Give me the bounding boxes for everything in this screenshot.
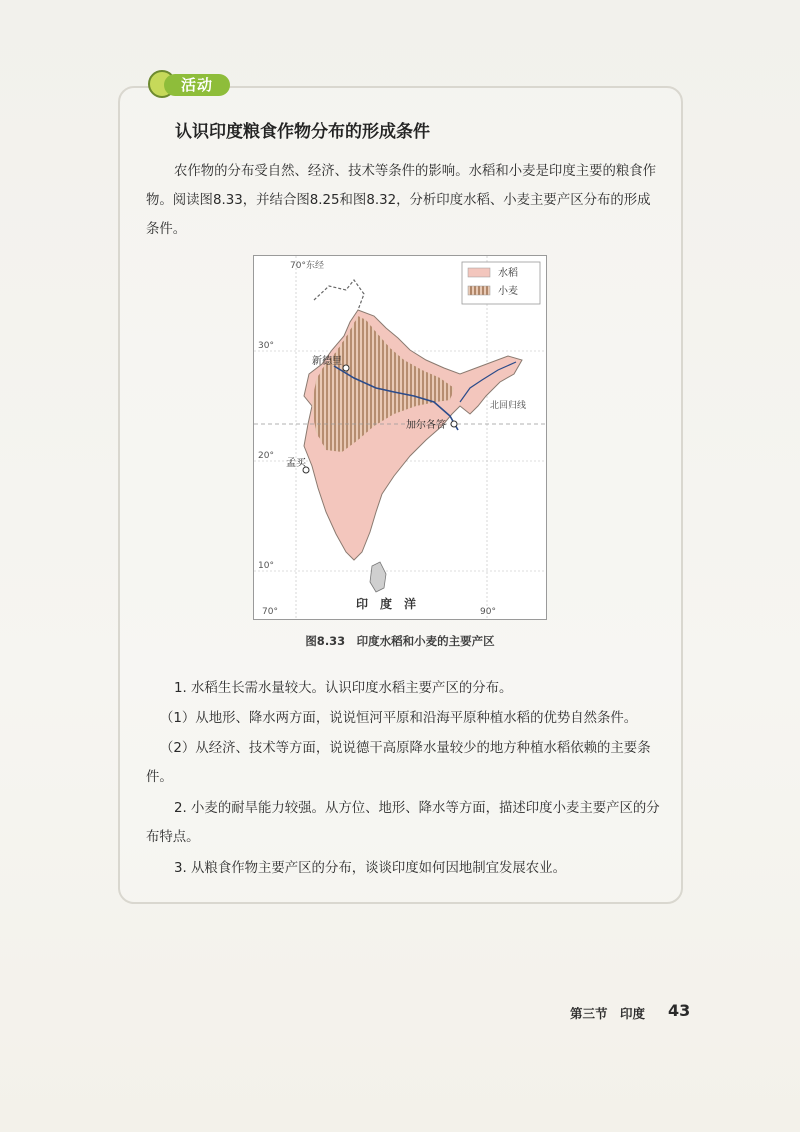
map-svg [254, 256, 545, 618]
question-1: 1. 水稻生长需水量较大。认识印度水稻主要产区的分布。 [174, 681, 513, 696]
lon-label-bottom-70: 70° [262, 607, 278, 617]
page-number: 43 [668, 1001, 691, 1020]
question-3: 3. 从粮食作物主要产区的分布，谈谈印度如何因地制宜发展农业。 [174, 861, 566, 876]
kolkata-label: 加尔各答 [406, 420, 446, 431]
delhi-label: 新德里 [312, 356, 342, 367]
mumbai-label: 孟买 [286, 458, 306, 469]
activity-badge [148, 66, 232, 102]
footer-section-title: 第三节 印度 [570, 1006, 646, 1021]
kolkata-marker [451, 421, 457, 427]
activity-title: 认识印度粮食作物分布的形成条件 [175, 122, 430, 142]
legend-rice-swatch [468, 268, 490, 277]
activity-label: 活动 [164, 74, 230, 96]
lat-label-30: 30° [258, 341, 274, 351]
map-legend [462, 262, 540, 304]
india-crop-map [253, 255, 547, 620]
lon-label-bottom-90: 90° [480, 607, 496, 617]
ocean-label: 印 度 洋 [356, 597, 417, 611]
lat-label-20: 20° [258, 451, 274, 461]
lat-label-10: 10° [258, 561, 274, 571]
intro-paragraph: 农作物的分布受自然、经济、技术等条件的影响。水稻和小麦是印度主要的粮食作物。阅读图8.33，并结合图8.25和图8.32，分析印度水稻、小麦主要产区分布的形成条件。 [146, 164, 657, 237]
tropic-label: 北回归线 [490, 401, 527, 411]
figure-caption: 图8.33 印度水稻和小麦的主要产区 [305, 634, 495, 648]
question-1-sub-1: （1）从地形、降水两方面，说说恒河平原和沿海平原种植水稻的优势自然条件。 [160, 711, 638, 726]
question-1-sub-2: （2）从经济、技术等方面，说说德干高原降水量较少的地方种植水稻依赖的主要条件。 [146, 741, 651, 785]
legend-wheat-swatch [468, 286, 490, 295]
legend-rice-label: 水稻 [498, 268, 518, 279]
lon-label-top: 70°东经 [290, 261, 324, 271]
sri-lanka [370, 562, 386, 592]
delhi-marker [343, 365, 349, 371]
northern-boundary [314, 280, 364, 310]
legend-wheat-label: 小麦 [498, 286, 518, 297]
question-2: 2. 小麦的耐旱能力较强。从方位、地形、降水等方面，描述印度小麦主要产区的分布特点。 [146, 801, 660, 845]
